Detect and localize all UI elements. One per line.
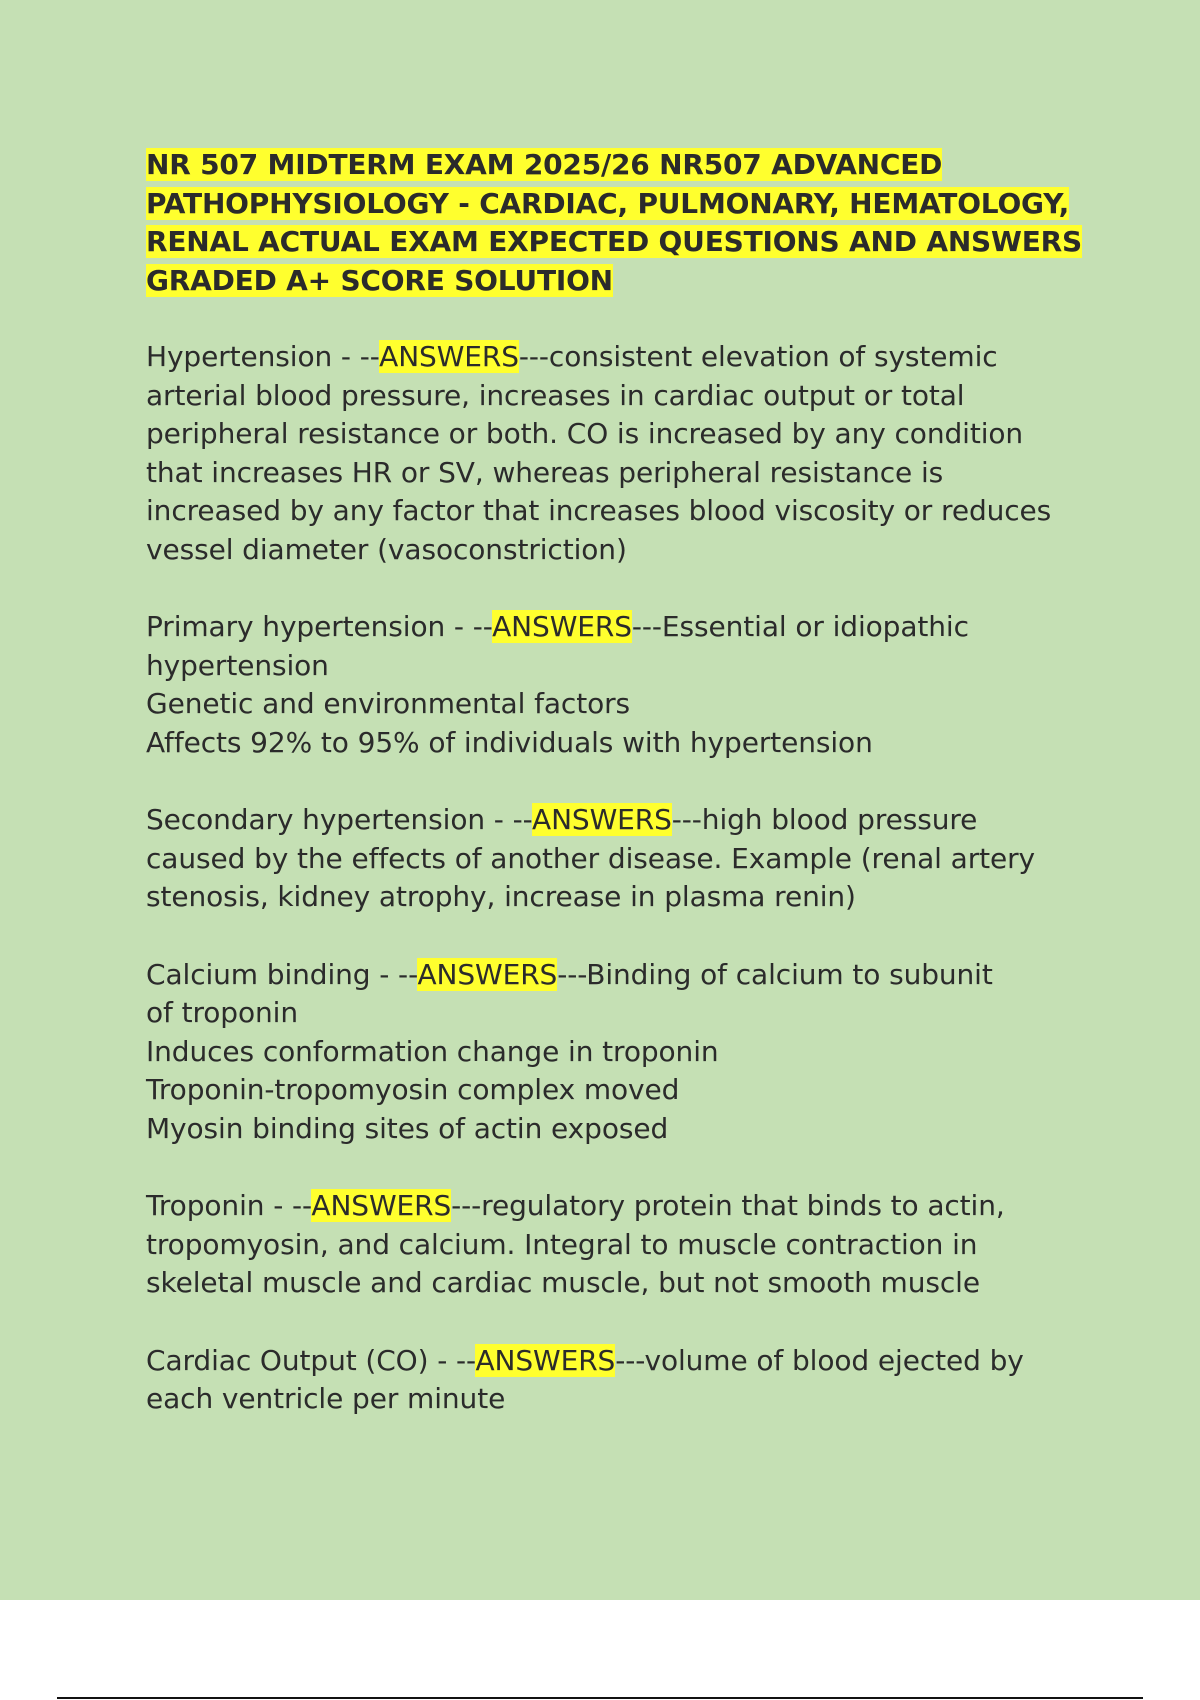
qa-entry-primary-hypertension bbox=[146, 608, 1106, 762]
title-line-text: GRADED A+ SCORE SOLUTION bbox=[146, 263, 613, 297]
qa-term: Primary hypertension - -- bbox=[146, 610, 493, 643]
qa-answer-start: ---volume of blood ejected by bbox=[615, 1343, 1024, 1377]
qa-term: Hypertension - -- bbox=[146, 340, 380, 373]
qa-answer-line: Induces conformation change in troponin bbox=[146, 1034, 719, 1068]
qa-term: Cardiac Output (CO) - -- bbox=[146, 1343, 476, 1377]
qa-answer-line: of troponin bbox=[146, 996, 298, 1029]
qa-answer-line: each ventricle per minute bbox=[146, 1382, 506, 1415]
qa-answer-start: ---regulatory protein that binds to actin, bbox=[451, 1189, 1005, 1222]
document-content bbox=[146, 146, 1106, 1458]
title-line-text: NR 507 MIDTERM EXAM 2025/26 NR507 ADVANCED bbox=[146, 148, 943, 181]
qa-first-line bbox=[146, 338, 1106, 377]
qa-term: Calcium binding - -- bbox=[146, 957, 418, 991]
qa-answer-start: ---Binding of calcium to subunit bbox=[557, 957, 993, 991]
qa-first-line bbox=[146, 608, 1106, 647]
qa-answer-line: caused by the effects of another disease. Example (renal artery bbox=[146, 841, 1036, 875]
qa-entry-troponin bbox=[146, 1187, 1106, 1303]
qa-answer-line: skeletal muscle and cardiac muscle, but not smooth muscle bbox=[146, 1266, 980, 1299]
qa-first-line bbox=[146, 1342, 1106, 1381]
qa-answer-line: increased by any factor that increases blood viscosity or reduces bbox=[146, 494, 1052, 527]
qa-answer-line: peripheral resistance or both. CO is increased by any condition bbox=[146, 417, 1024, 450]
qa-term: Secondary hypertension - -- bbox=[146, 803, 533, 836]
title-line bbox=[146, 146, 1106, 185]
qa-answer-line: Affects 92% to 95% of individuals with hypertension bbox=[146, 725, 873, 759]
answers-marker: ANSWERS bbox=[311, 1189, 452, 1222]
qa-answer-line: Genetic and environmental factors bbox=[146, 687, 631, 720]
answers-marker: ANSWERS bbox=[475, 1343, 616, 1377]
qa-first-line bbox=[146, 801, 1106, 840]
qa-answer-start: ---high blood pressure bbox=[671, 803, 978, 836]
answers-marker: ANSWERS bbox=[379, 340, 519, 373]
title-line-text: RENAL ACTUAL EXAM EXPECTED QUESTIONS AND ANSWERS bbox=[146, 225, 1082, 258]
answers-marker: ANSWERS bbox=[492, 610, 632, 643]
title-line bbox=[146, 262, 1106, 301]
title-line-text: PATHOPHYSIOLOGY - CARDIAC, PULMONARY, HEMATOLOGY, bbox=[146, 186, 1070, 220]
qa-entry-hypertension bbox=[146, 338, 1106, 569]
qa-answer-start: ---Essential or idiopathic bbox=[631, 610, 969, 643]
qa-answer-line: Myosin binding sites of actin exposed bbox=[146, 1111, 669, 1145]
qa-first-line bbox=[146, 956, 1106, 995]
qa-answer-line: Troponin-tropomyosin complex moved bbox=[146, 1073, 680, 1106]
title-line bbox=[146, 185, 1106, 224]
document-title bbox=[146, 146, 1106, 300]
qa-term: Troponin - -- bbox=[146, 1189, 312, 1222]
answers-marker: ANSWERS bbox=[532, 803, 672, 836]
footer-divider bbox=[57, 1697, 1143, 1699]
qa-answer-line: tropomyosin, and calcium. Integral to muscle contraction in bbox=[146, 1227, 978, 1261]
qa-entry-secondary-hypertension bbox=[146, 801, 1106, 917]
qa-answer-start: ---consistent elevation of systemic bbox=[518, 340, 998, 373]
qa-entry-cardiac-output bbox=[146, 1342, 1106, 1419]
title-line bbox=[146, 223, 1106, 262]
qa-answer-line: stenosis, kidney atrophy, increase in plasma renin) bbox=[146, 880, 856, 913]
qa-entry-calcium-binding bbox=[146, 956, 1106, 1149]
qa-answer-line: hypertension bbox=[146, 648, 329, 682]
answers-marker: ANSWERS bbox=[417, 957, 558, 991]
qa-answer-line: that increases HR or SV, whereas peripheral resistance is bbox=[146, 455, 944, 489]
qa-first-line bbox=[146, 1187, 1106, 1226]
qa-answer-line: vessel diameter (vasoconstriction) bbox=[146, 532, 627, 566]
qa-answer-line: arterial blood pressure, increases in cardiac output or total bbox=[146, 378, 965, 412]
